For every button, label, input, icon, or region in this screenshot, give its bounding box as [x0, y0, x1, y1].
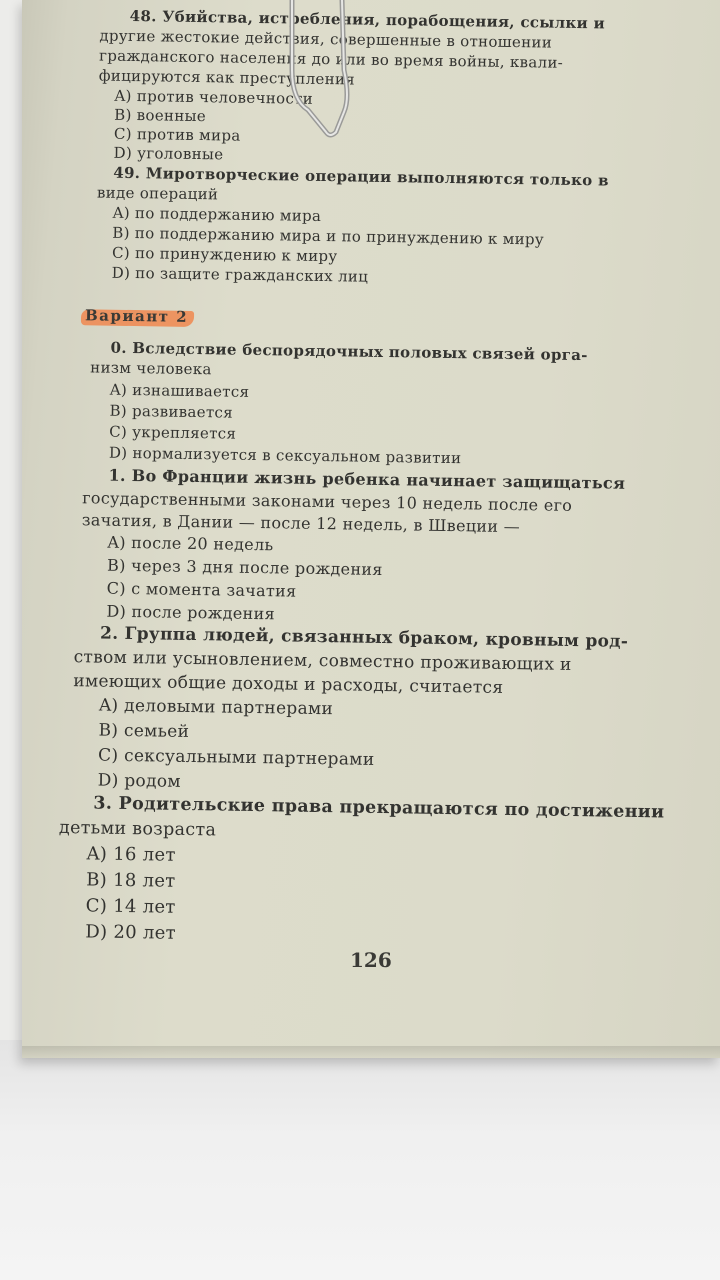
- variant-heading: Вариант 2: [84, 306, 189, 326]
- q1-option-d: D) после рождения: [106, 601, 276, 624]
- q2-option-c: C) сексуальными партнерами: [97, 745, 375, 770]
- q1-option-a: A) после 20 недель: [107, 532, 274, 555]
- q48-option-d: D) уголовные: [113, 143, 224, 164]
- q48-option-a: A) против человечности: [114, 86, 314, 108]
- q0-option-a: A) изнашивается: [109, 380, 250, 401]
- q3-option-c: C) 14 лет: [85, 895, 176, 918]
- page-edge-shadow: [22, 1046, 720, 1060]
- q0-line-1: 0. Вследствие беспорядочных половых связей орга-: [110, 338, 588, 365]
- q0-line-2: низм человека: [90, 358, 212, 379]
- q2-line-2: ством или усыновлением, совместно проживающих и: [73, 647, 572, 675]
- q1-line-3: зачатия, в Дании — после 12 недель, в Швеции —: [81, 510, 521, 537]
- q49-option-c: C) по принуждению к миру: [111, 243, 338, 266]
- q48-line-2: другие жестокие действия, совершенные в отношении: [99, 26, 553, 52]
- q0-option-b: B) развивается: [109, 401, 234, 422]
- q1-line-2: государственными законами через 10 недель после его: [82, 488, 573, 515]
- q48-line-1: 48. Убийства, истребления, порабощения, ссылки и: [129, 6, 606, 33]
- page-number: 126: [350, 948, 392, 972]
- q49-line-1: 49. Миротворческие операции выполняются только в: [113, 163, 609, 190]
- q49-line-2: виде операций: [96, 183, 219, 204]
- q2-line-1: 2. Группа людей, связанных браком, кровным род-: [99, 623, 629, 652]
- q0-option-d: D) нормализуется в сексуальном развитии: [108, 443, 462, 468]
- q3-line-2: детьми возраста: [58, 817, 217, 841]
- binder-clip-icon: [270, 0, 370, 150]
- q49-option-b: B) по поддержанию мира и по принуждению к миру: [112, 223, 545, 249]
- q1-option-c: C) с момента зачатия: [106, 578, 297, 601]
- q3-line-1: 3. Родительские права прекращаются по достижении: [93, 793, 665, 823]
- q1-option-b: B) через 3 дня после рождения: [106, 555, 383, 579]
- q48-line-3: гражданского населения до или во время войны, квали-: [98, 46, 564, 72]
- q48-option-b: B) военные: [114, 105, 207, 126]
- q2-option-d: D) родом: [97, 770, 181, 792]
- q1-line-1: 1. Во Франции жизнь ребенка начинает защищаться: [108, 465, 626, 493]
- q3-option-b: B) 18 лет: [86, 869, 176, 892]
- q3-option-d: D) 20 лет: [85, 921, 177, 944]
- q2-option-b: B) семьей: [98, 720, 190, 742]
- q49-option-d: D) по защите гражданских лиц: [111, 263, 369, 286]
- q49-option-a: A) по поддержанию мира: [112, 203, 322, 225]
- q48-line-4: фицируются как преступления: [98, 66, 356, 89]
- q2-line-3: имеющих общие доходы и расходы, считается: [73, 671, 504, 698]
- q2-option-a: A) деловыми партнерами: [98, 695, 334, 720]
- q0-option-c: C) укрепляется: [109, 422, 237, 443]
- desk-surface: [0, 1040, 720, 1280]
- q3-option-a: A) 16 лет: [86, 843, 176, 866]
- q48-option-c: C) против мира: [113, 124, 241, 145]
